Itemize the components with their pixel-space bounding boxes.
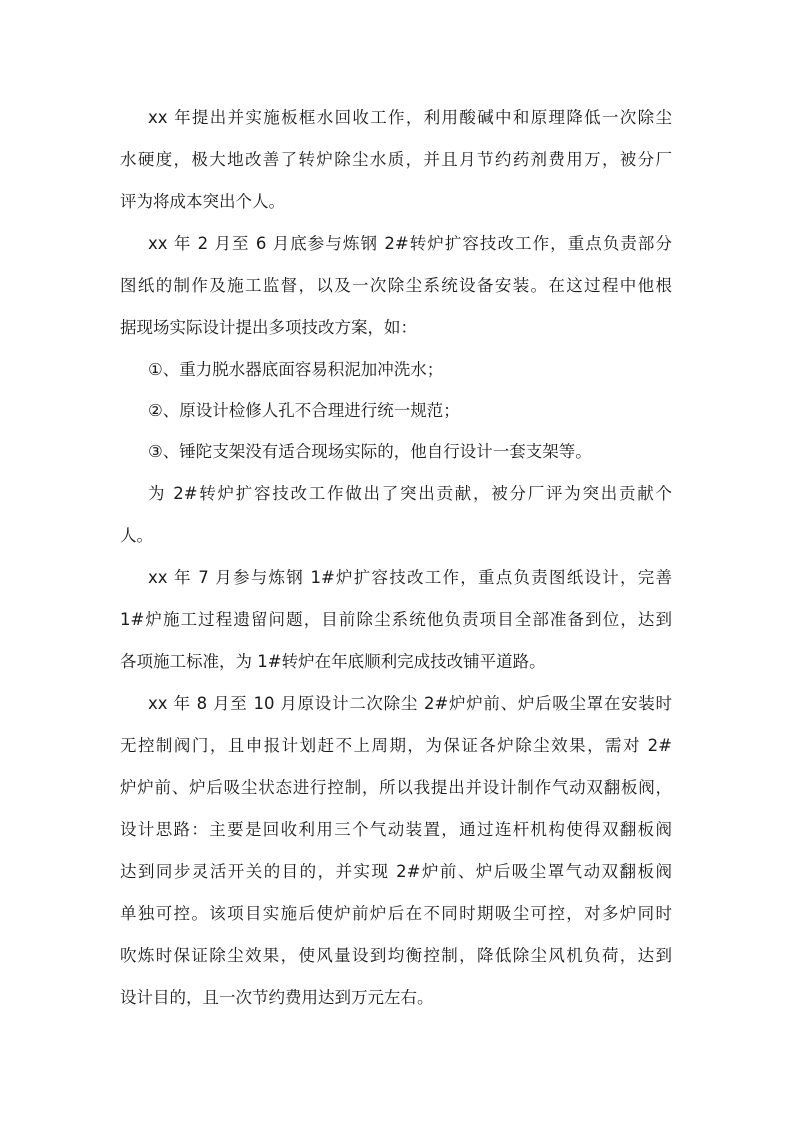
text-line: 图纸的制作及施工监督，以及一次除尘系统设备安装。在这过程中他根 bbox=[120, 276, 672, 295]
text-line: 达到同步灵活开关的目的，并实现 2#炉前、炉后吸尘罩气动双翻板阀 bbox=[120, 862, 672, 881]
text-line: xx 年提出并实施板框水回收工作，利用酸碱中和原理降低一次除尘 bbox=[148, 108, 672, 127]
text-line: xx 年 8 月至 10 月原设计二次除尘 2#炉炉前、炉后吸尘罩在安装时 bbox=[148, 694, 672, 713]
text-line: 人。 bbox=[120, 526, 153, 545]
list-item: ②、原设计检修人孔不合理进行统一规范； bbox=[148, 401, 460, 420]
text-line: 评为将成本突出个人。 bbox=[120, 192, 285, 211]
text-line: 为 2#转炉扩容技改工作做出了突出贡献，被分厂评为突出贡献个 bbox=[148, 484, 672, 503]
text-line: 水硬度，极大地改善了转炉除尘水质，并且月节约药剂费用万，被分厂 bbox=[120, 150, 672, 169]
text-line: 单独可控。该项目实施后使炉前炉后在不同时期吸尘可控，对多炉同时 bbox=[120, 904, 672, 923]
text-line: 炉炉前、炉后吸尘状态进行控制，所以我提出并设计制作气动双翻板阀， bbox=[120, 778, 672, 797]
text-line: 设计目的，且一次节约费用达到万元左右。 bbox=[120, 988, 434, 1007]
text-line: xx 年 7 月参与炼钢 1#炉扩容技改工作，重点负责图纸设计，完善 bbox=[148, 568, 672, 587]
text-line: xx 年 2 月至 6 月底参与炼钢 2#转炉扩容技改工作，重点负责部分 bbox=[148, 234, 672, 253]
text-line: 据现场实际设计提出多项技改方案，如： bbox=[120, 318, 417, 337]
list-item: ①、重力脱水器底面容易积泥加冲洗水； bbox=[148, 360, 444, 379]
text-line: 1#炉施工过程遗留问题，目前除尘系统他负责项目全部准备到位，达到 bbox=[120, 610, 672, 629]
text-line: 无控制阀门，且申报计划赶不上周期，为保证各炉除尘效果，需对 2# bbox=[120, 736, 672, 755]
text-line: 吹炼时保证除尘效果，使风量设到均衡控制，降低除尘风机负荷，达到 bbox=[120, 946, 672, 965]
text-line: 设计思路：主要是回收利用三个气动装置，通过连杆机构使得双翻板阀 bbox=[120, 820, 672, 839]
text-line: 各项施工标准，为 1#转炉在年底顺利完成技改铺平道路。 bbox=[120, 652, 546, 671]
list-item: ③、锤陀支架没有适合现场实际的，他自行设计一套支架等。 bbox=[148, 442, 592, 461]
